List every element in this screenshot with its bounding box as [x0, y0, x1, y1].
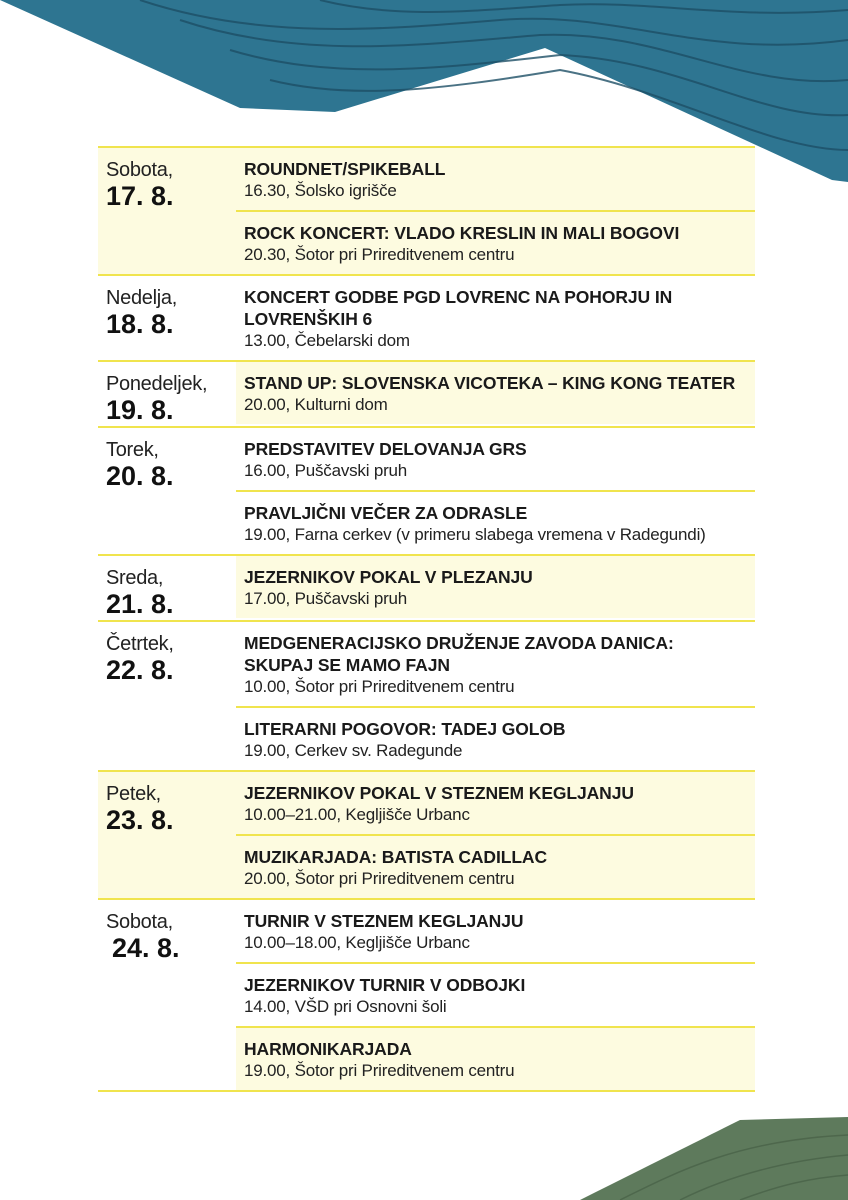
day-label [98, 900, 236, 1090]
day-row [98, 770, 755, 898]
event-item [236, 210, 755, 274]
event-list [236, 900, 755, 1090]
event-detail: 16.30, Šolsko igrišče [244, 181, 397, 200]
day-label [98, 362, 236, 426]
day-row [98, 360, 755, 426]
weekday: Petek, [106, 783, 161, 805]
event-title: STAND UP: SLOVENSKA VICOTEKA – KING KONG TEATER [244, 373, 736, 393]
event-item [236, 556, 755, 618]
day-label [98, 428, 236, 554]
day-row [98, 620, 755, 770]
event-title: JEZERNIKOV POKAL V STEZNEM KEGLJANJU [244, 783, 634, 803]
date: 21. 8. [106, 589, 174, 619]
event-item [236, 428, 755, 490]
event-title: TURNIR V STEZNEM KEGLJANJU [244, 911, 524, 931]
event-list [236, 428, 755, 554]
event-detail: 16.00, Puščavski pruh [244, 461, 408, 480]
day-row [98, 274, 755, 360]
date: 17. 8. [106, 181, 174, 211]
event-title: MEDGENERACIJSKO DRUŽENJE ZAVODA DANICA: [244, 633, 674, 653]
event-list [236, 772, 755, 898]
event-list [236, 148, 755, 274]
event-item [236, 1026, 755, 1090]
event-detail: 20.00, Kulturni dom [244, 395, 388, 414]
event-item [236, 362, 755, 424]
day-label [98, 556, 236, 620]
day-row [98, 898, 755, 1092]
event-item [236, 834, 755, 898]
day-row [98, 146, 755, 274]
event-detail: 19.00, Farna cerkev (v primeru slabega vremena v Radegundi) [244, 525, 706, 544]
date: 20. 8. [106, 461, 174, 491]
event-detail: 19.00, Šotor pri Prireditvenem centru [244, 1061, 515, 1080]
event-detail: 20.30, Šotor pri Prireditvenem centru [244, 245, 515, 264]
event-title: JEZERNIKOV TURNIR V ODBOJKI [244, 975, 526, 995]
date: 23. 8. [106, 805, 174, 835]
event-item [236, 490, 755, 554]
event-detail: 10.00, Šotor pri Prireditvenem centru [244, 677, 515, 696]
event-list [236, 556, 755, 620]
event-item [236, 148, 755, 210]
event-title: LITERARNI POGOVOR: TADEJ GOLOB [244, 719, 566, 739]
event-detail: 13.00, Čebelarski dom [244, 331, 410, 350]
weekday: Sobota, [106, 911, 173, 933]
event-title: HARMONIKARJADA [244, 1039, 412, 1059]
event-title: ROUNDNET/SPIKEBALL [244, 159, 446, 179]
day-row [98, 554, 755, 620]
event-schedule [98, 146, 755, 1092]
event-title: MUZIKARJADA: BATISTA CADILLAC [244, 847, 547, 867]
weekday: Sreda, [106, 567, 164, 589]
date: 24. 8. [112, 933, 180, 963]
weekday: Nedelja, [106, 287, 177, 309]
weekday: Sobota, [106, 159, 173, 181]
event-title: JEZERNIKOV POKAL V PLEZANJU [244, 567, 533, 587]
event-detail: 14.00, VŠD pri Osnovni šoli [244, 997, 447, 1016]
day-label [98, 148, 236, 274]
event-title: PREDSTAVITEV DELOVANJA GRS [244, 439, 527, 459]
event-list [236, 276, 755, 360]
event-detail: 20.00, Šotor pri Prireditvenem centru [244, 869, 515, 888]
date: 19. 8. [106, 395, 174, 425]
event-list [236, 622, 755, 770]
day-label [98, 622, 236, 770]
event-detail: 19.00, Cerkev sv. Radegunde [244, 741, 463, 760]
day-label [98, 772, 236, 898]
day-row [98, 426, 755, 554]
event-title: ROCK KONCERT: VLADO KRESLIN IN MALI BOGOVI [244, 223, 680, 243]
weekday: Ponedeljek, [106, 373, 208, 395]
event-item [236, 772, 755, 834]
event-detail: 10.00–18.00, Kegljišče Urbanc [244, 933, 470, 952]
event-title: KONCERT GODBE PGD LOVRENC NA POHORJU IN LOVRENŠKIH 6 [244, 287, 673, 329]
event-detail: 17.00, Puščavski pruh [244, 589, 408, 608]
event-list [236, 362, 755, 426]
date: 18. 8. [106, 309, 174, 339]
event-item [236, 706, 755, 770]
event-item [236, 962, 755, 1026]
event-item [236, 622, 755, 706]
day-label [98, 276, 236, 360]
event-item [236, 900, 755, 962]
event-item [236, 276, 755, 360]
event-detail: 10.00–21.00, Kegljišče Urbanc [244, 805, 470, 824]
weekday: Torek, [106, 439, 159, 461]
weekday: Četrtek, [106, 633, 174, 655]
event-title: PRAVLJIČNI VEČER ZA ODRASLE [244, 503, 528, 523]
date: 22. 8. [106, 655, 174, 685]
event-title-line-2: SKUPAJ SE MAMO FAJN [244, 655, 450, 675]
